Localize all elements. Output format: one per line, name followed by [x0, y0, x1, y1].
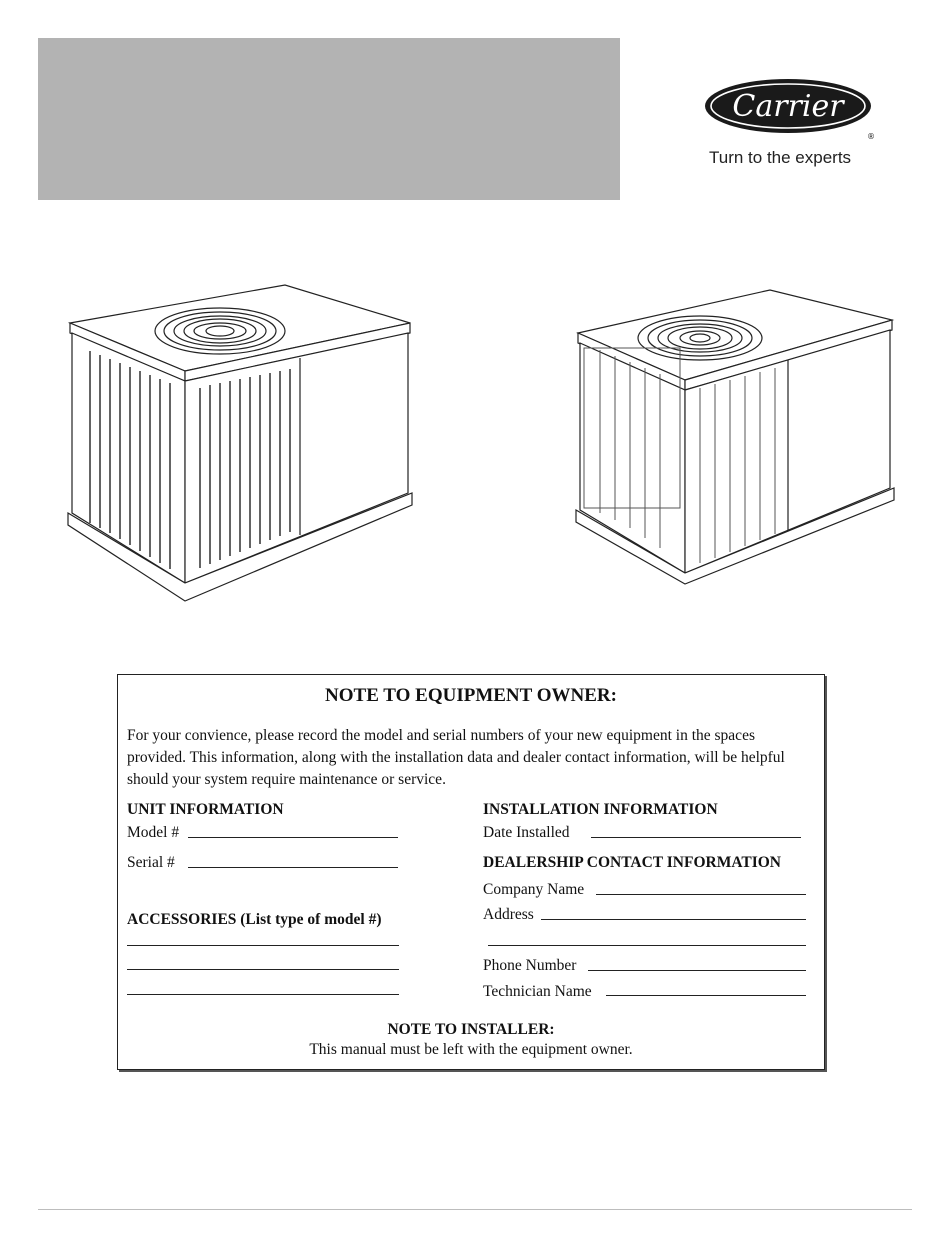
- model-label: Model #: [127, 824, 180, 841]
- dealership-contact-heading: DEALERSHIP CONTACT INFORMATION: [483, 854, 781, 871]
- technician-name-label: Technician Name: [483, 983, 592, 1000]
- owner-note-title: NOTE TO EQUIPMENT OWNER:: [325, 685, 617, 706]
- installer-note-heading: NOTE TO INSTALLER:: [387, 1021, 555, 1038]
- address-label: Address: [483, 906, 534, 923]
- accessory-entry-line-3[interactable]: [127, 994, 399, 995]
- accessories-heading: ACCESSORIES (List type of model #): [127, 911, 382, 928]
- cover-banner: [38, 38, 620, 200]
- unit-information-heading: UNIT INFORMATION: [127, 801, 284, 818]
- brand-name: Carrier: [732, 89, 844, 124]
- installer-note-text: This manual must be left with the equipment owner.: [309, 1041, 633, 1058]
- installation-information-heading: INSTALLATION INFORMATION: [483, 801, 718, 818]
- phone-number-entry-line[interactable]: [588, 970, 806, 971]
- packaged-unit-illustration-right: [570, 288, 900, 588]
- phone-number-label: Phone Number: [483, 957, 577, 974]
- date-installed-label: Date Installed: [483, 824, 570, 841]
- serial-label: Serial #: [127, 854, 175, 871]
- footer-divider: [38, 1209, 912, 1210]
- accessory-entry-line-2[interactable]: [127, 969, 399, 970]
- accessory-entry-line-1[interactable]: [127, 945, 399, 946]
- company-name-entry-line[interactable]: [596, 894, 806, 895]
- owner-note-paragraph: For your convience, please record the model and serial numbers of your new equipment in the spaces provided. This information, along with the installation data and dealer contact information, will be helpful should your system require maintenance or service.: [127, 727, 785, 788]
- date-installed-entry-line[interactable]: [591, 837, 801, 838]
- company-name-label: Company Name: [483, 881, 585, 898]
- address-entry-line-2[interactable]: [488, 945, 806, 946]
- address-entry-line-1[interactable]: [541, 919, 806, 920]
- packaged-unit-illustration-left: [60, 283, 420, 608]
- model-entry-line[interactable]: [188, 837, 398, 838]
- registered-mark: ®: [867, 132, 875, 141]
- serial-entry-line[interactable]: [188, 867, 398, 868]
- owner-note-box: [117, 674, 825, 1070]
- brand-tagline: Turn to the experts: [709, 148, 852, 167]
- technician-name-entry-line[interactable]: [606, 995, 806, 996]
